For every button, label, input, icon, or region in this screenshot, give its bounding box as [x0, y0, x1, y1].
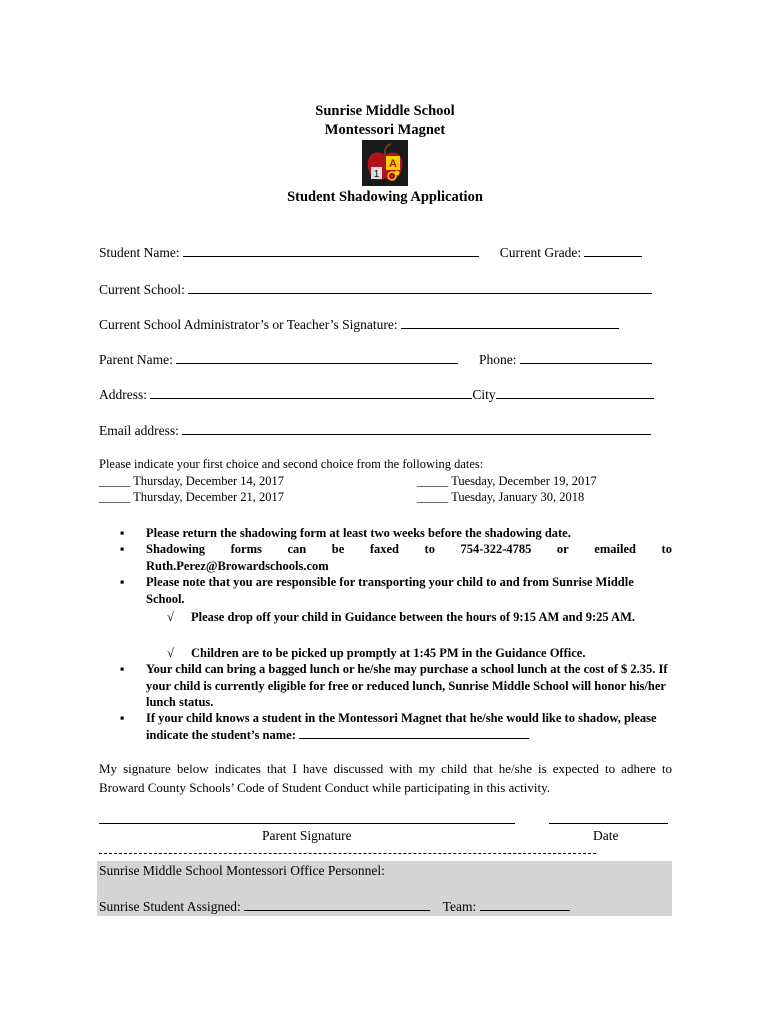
date-option-4[interactable] — [417, 490, 584, 505]
student-name-row — [99, 245, 642, 261]
svg-text:A: A — [389, 158, 397, 170]
bullet-word: Shadowing — [146, 542, 206, 556]
date-label: Date — [593, 828, 619, 843]
phone-label: Phone: — [478, 352, 517, 367]
address-field[interactable] — [150, 387, 472, 399]
date-choice-blank: _____ — [99, 474, 131, 488]
bullet-transport — [120, 574, 672, 607]
bullet-return-form — [120, 525, 672, 542]
cut-divider — [99, 853, 596, 854]
bullet-word: emailed — [594, 542, 636, 556]
date-choice-blank: _____ — [99, 490, 131, 504]
team-field[interactable] — [480, 899, 570, 911]
date-field[interactable] — [549, 822, 668, 824]
form-title: Student Shadowing Application — [287, 189, 483, 205]
program-name: Montessori Magnet — [324, 122, 446, 138]
bullet-text: Your child can bring a bagged lunch or he/she may purchase a school lunch at the cost of $ 2.35. If your child is currently eligible for free or reduced lunch, Sunrise Middle School will honor his/her lunch status. — [146, 662, 668, 709]
student-assigned-label: Sunrise Student Assigned: — [99, 899, 241, 914]
email-label: Email address: — [99, 423, 179, 438]
address-row — [99, 387, 654, 403]
bullet-square-icon: ▪ — [120, 542, 125, 556]
check-text: Please drop off your child in Guidance between the hours of 9:15 AM and 9:25 AM. — [191, 610, 635, 624]
date-choice-blank: _____ — [417, 490, 449, 504]
date-option-label: Tuesday, December 19, 2017 — [451, 474, 597, 488]
date-option-1[interactable] — [99, 474, 284, 489]
student-name-label: Student Name: — [99, 245, 180, 260]
address-label: Address: — [99, 387, 147, 402]
phone-field[interactable] — [520, 352, 652, 364]
parent-name-row — [99, 352, 652, 368]
current-grade-label: Current Grade: — [499, 245, 582, 260]
city-label: City — [472, 387, 496, 402]
admin-signature-label: Current School Administrator’s or Teacher’s Signature: — [99, 317, 398, 332]
agreement-paragraph: My signature below indicates that I have discussed with my child that he/she is expected to adhere to Broward County Schools’ Code of Student Conduct while participating in this activity. — [99, 761, 672, 795]
bullet-student-name — [120, 710, 672, 743]
current-school-field[interactable] — [188, 282, 652, 294]
bullet-text: Please note that you are responsible for transporting your child to and from Sunrise Middle School. — [146, 575, 634, 606]
admin-signature-row — [99, 317, 619, 333]
bullet-square-icon: ▪ — [120, 662, 125, 676]
email-row — [99, 423, 651, 439]
dates-instruction: Please indicate your first choice and second choice from the following dates: — [99, 457, 484, 471]
bullet-square-icon: ▪ — [120, 526, 125, 540]
check-text: Children are to be picked up promptly at 1:45 PM in the Guidance Office. — [191, 646, 586, 660]
bullet-word: to — [424, 542, 435, 556]
bullet-word: can — [287, 542, 307, 556]
current-grade-field[interactable] — [584, 245, 642, 257]
date-choice-blank: _____ — [417, 474, 449, 488]
checkmark-icon: √ — [167, 646, 174, 660]
bullet-word: faxed — [369, 542, 399, 556]
bullet-text: If your child knows a student in the Montessori Magnet that he/she would like to shadow, please indicate the student’s name: — [146, 711, 657, 742]
checkmark-icon: √ — [167, 610, 174, 624]
bullet-word: to — [661, 542, 672, 556]
parent-signature-field[interactable] — [99, 822, 515, 824]
svg-text:1: 1 — [373, 169, 380, 180]
bullet-fax-line — [146, 541, 672, 558]
office-use-section — [97, 861, 672, 916]
date-option-3[interactable] — [99, 490, 284, 505]
bullet-square-icon: ▪ — [120, 575, 125, 589]
team-label: Team: — [442, 899, 477, 914]
bullet-text: Please return the shadowing form at least two weeks before the shadowing date. — [146, 526, 571, 540]
date-option-label: Tuesday, January 30, 2018 — [451, 490, 585, 504]
office-assignment-row — [99, 899, 570, 915]
bullet-word: forms — [230, 542, 262, 556]
admin-signature-field[interactable] — [401, 317, 619, 329]
check-pickup — [167, 645, 672, 662]
student-name-field[interactable] — [183, 245, 479, 257]
office-heading: Sunrise Middle School Montessori Office Personnel: — [99, 863, 385, 878]
school-logo-icon — [362, 140, 408, 186]
bullet-square-icon: ▪ — [120, 711, 125, 725]
bullet-lunch — [120, 661, 672, 711]
parent-name-label: Parent Name: — [99, 352, 173, 367]
city-field[interactable] — [496, 387, 654, 399]
bullet-student-name-text — [146, 710, 672, 743]
bullet-fax-email — [120, 541, 672, 574]
date-option-label: Thursday, December 14, 2017 — [133, 474, 285, 488]
parent-name-field[interactable] — [176, 352, 458, 364]
school-name: Sunrise Middle School — [315, 103, 455, 119]
student-assigned-field[interactable] — [244, 899, 430, 911]
bullet-word: be — [331, 542, 345, 556]
contact-email[interactable]: Ruth.Perez@Browardschools.com — [146, 558, 329, 573]
date-option-label: Thursday, December 21, 2017 — [133, 490, 285, 504]
bullet-word: or — [556, 542, 569, 556]
known-student-name-field[interactable] — [299, 728, 529, 739]
fax-number: 754-322-4785 — [460, 542, 532, 556]
parent-signature-label: Parent Signature — [262, 828, 352, 843]
date-option-2[interactable] — [417, 474, 597, 489]
check-dropoff — [167, 609, 672, 626]
current-school-label: Current School: — [99, 282, 185, 297]
email-field[interactable] — [182, 423, 651, 435]
current-school-row — [99, 282, 652, 298]
